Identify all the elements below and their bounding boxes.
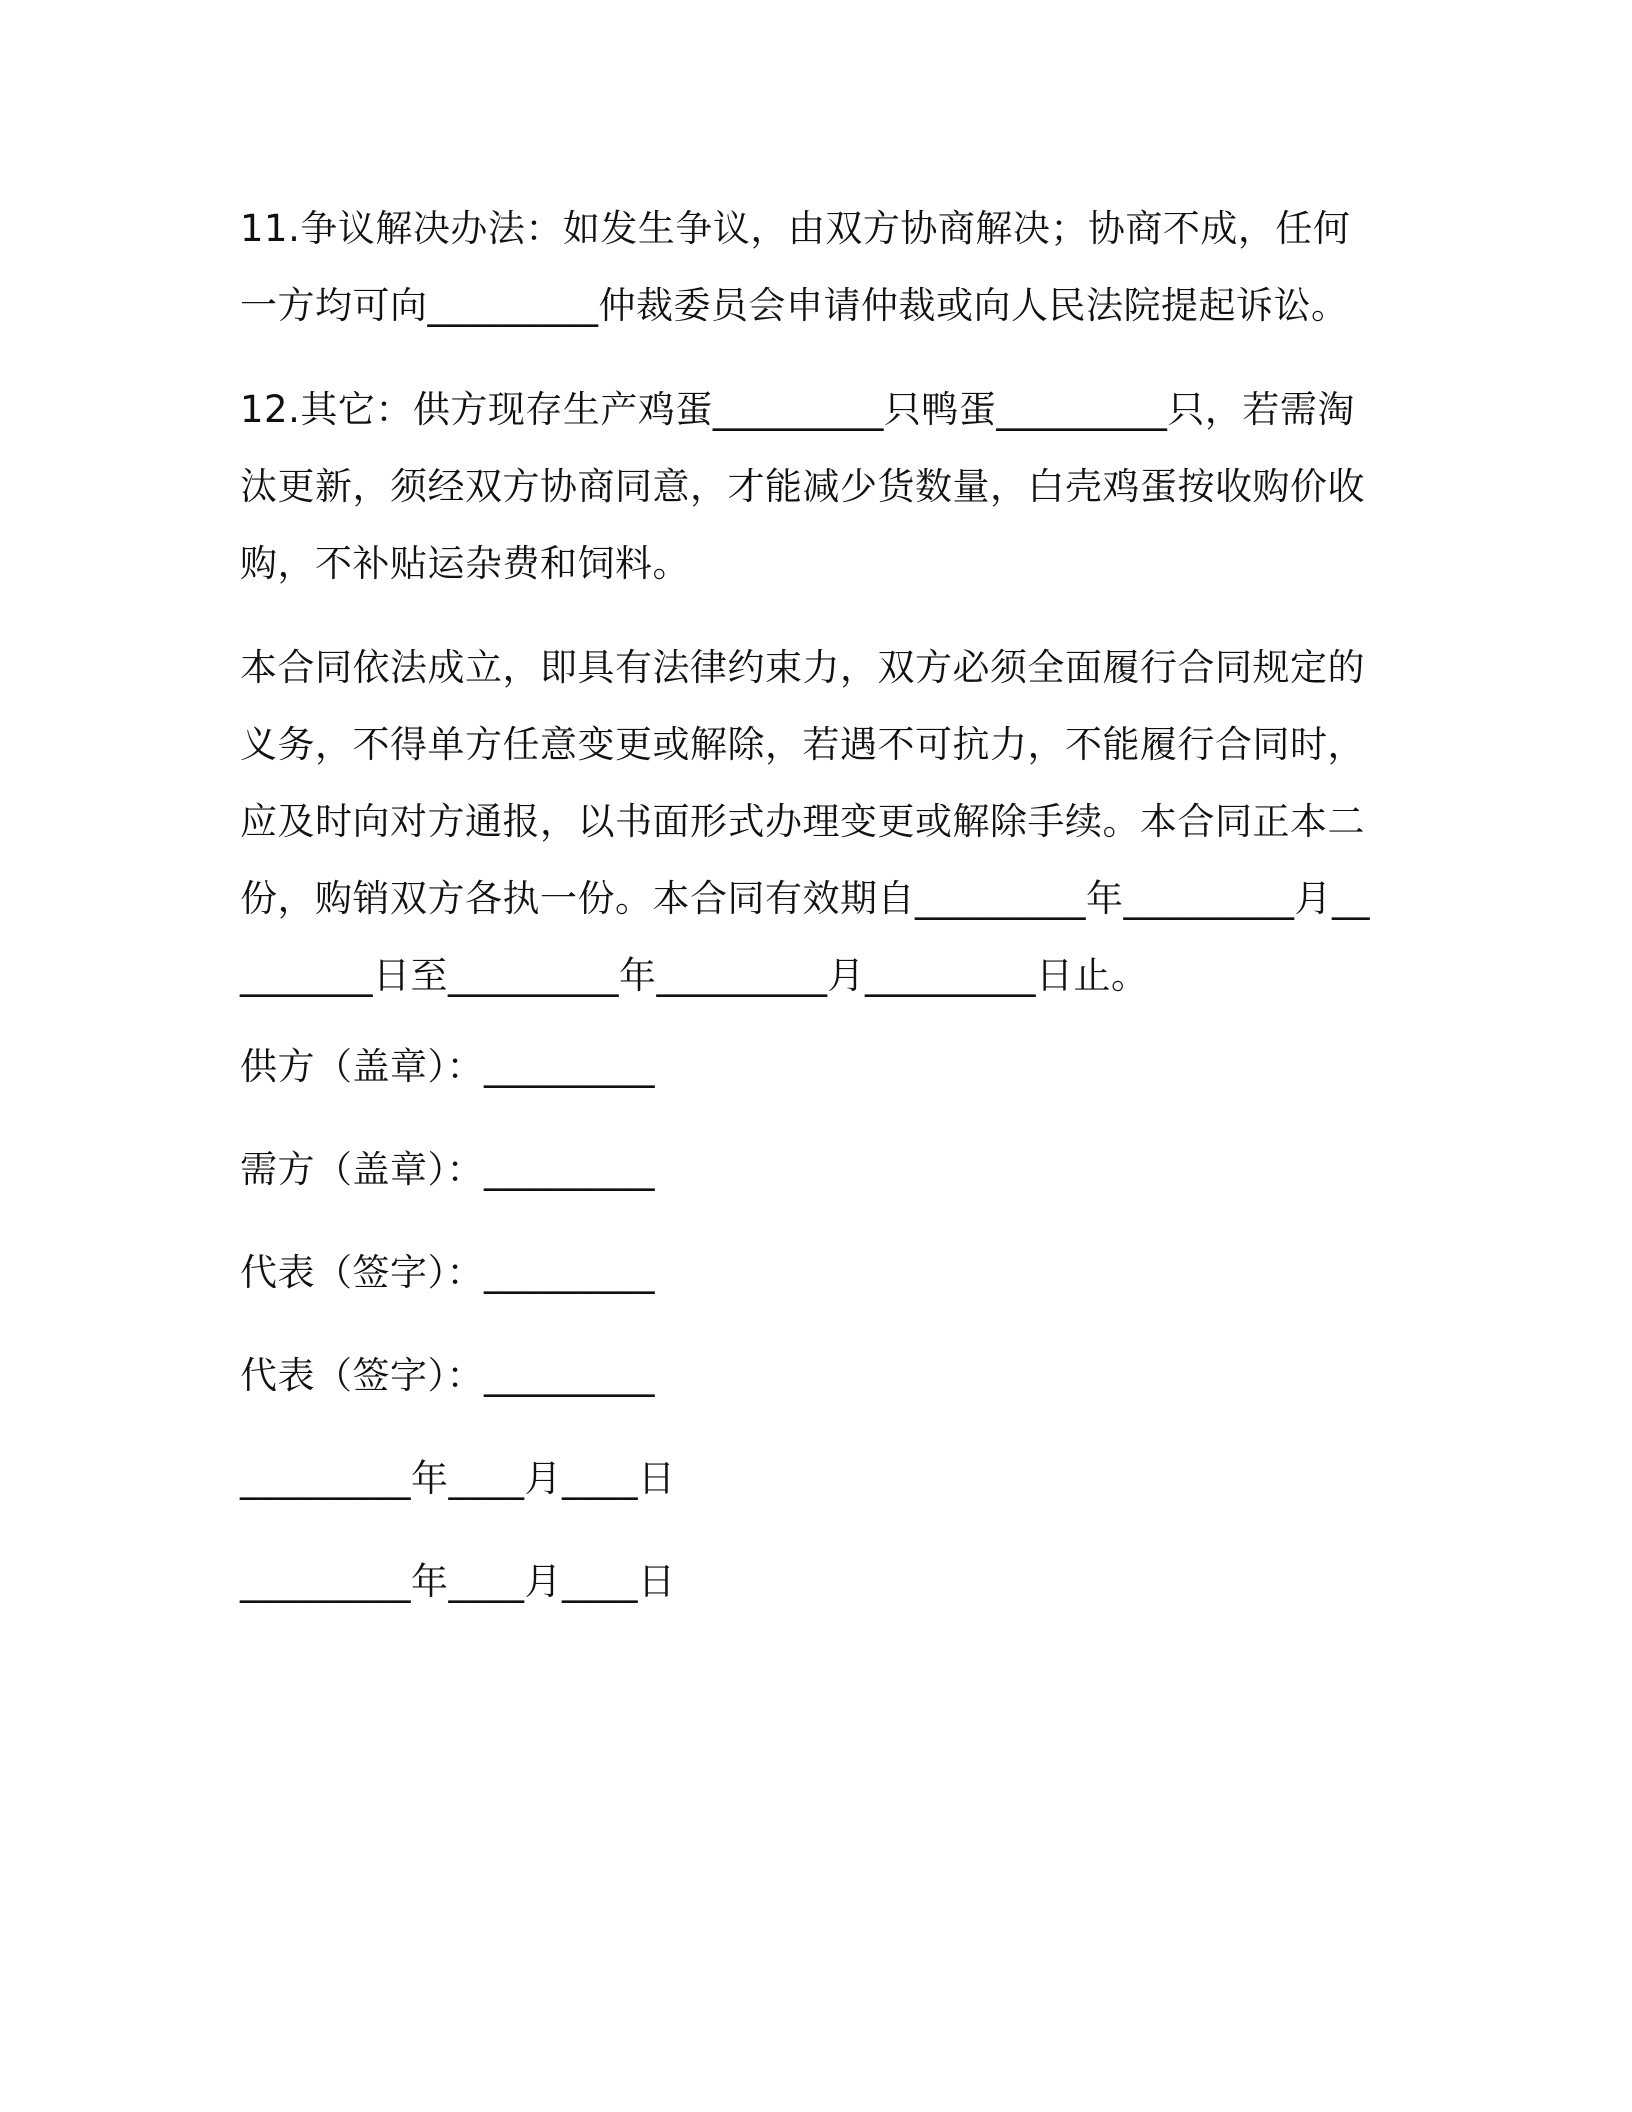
buyer-seal-line: 需方（盖章）：_________ [240, 1148, 655, 1191]
supplier-seal-line: 供方（盖章）：_________ [240, 1045, 655, 1088]
clause-12-other: 12.其它：供方现存生产鸡蛋_________只鸭蛋_________只，若需淘汰更新，须经双方协商同意，才能减少货数量，白壳鸡蛋按收购价收购，不补贴运杂费和饲料。 [240, 388, 1365, 585]
representative-signature-line: 代表（签字）：_________ [240, 1354, 655, 1397]
representative-signature-line: 代表（签字）：_________ [240, 1251, 655, 1294]
contract-validity-paragraph: 本合同依法成立，即具有法律约束力，双方必须全面履行合同规定的义务，不得单方任意变更或解除，若遇不可抗力，不能履行合同时，应及时向对方通报，以书面形式办理变更或解除手续。本合同正本二份，购销双方各执一份。本合同有效期自_________年_________月_________日至_________年_________月_________日止。 [240, 646, 1370, 997]
date-line: _________年____月____日 [240, 1457, 676, 1500]
document-page [240, 190, 1380, 1659]
date-line: _________年____月____日 [240, 1560, 676, 1603]
clause-11-dispute-resolution: 11.争议解决办法：如发生争议，由双方协商解决；协商不成，任何一方均可向_________仲裁委员会申请仲裁或向人民法院提起诉讼。 [240, 207, 1351, 327]
